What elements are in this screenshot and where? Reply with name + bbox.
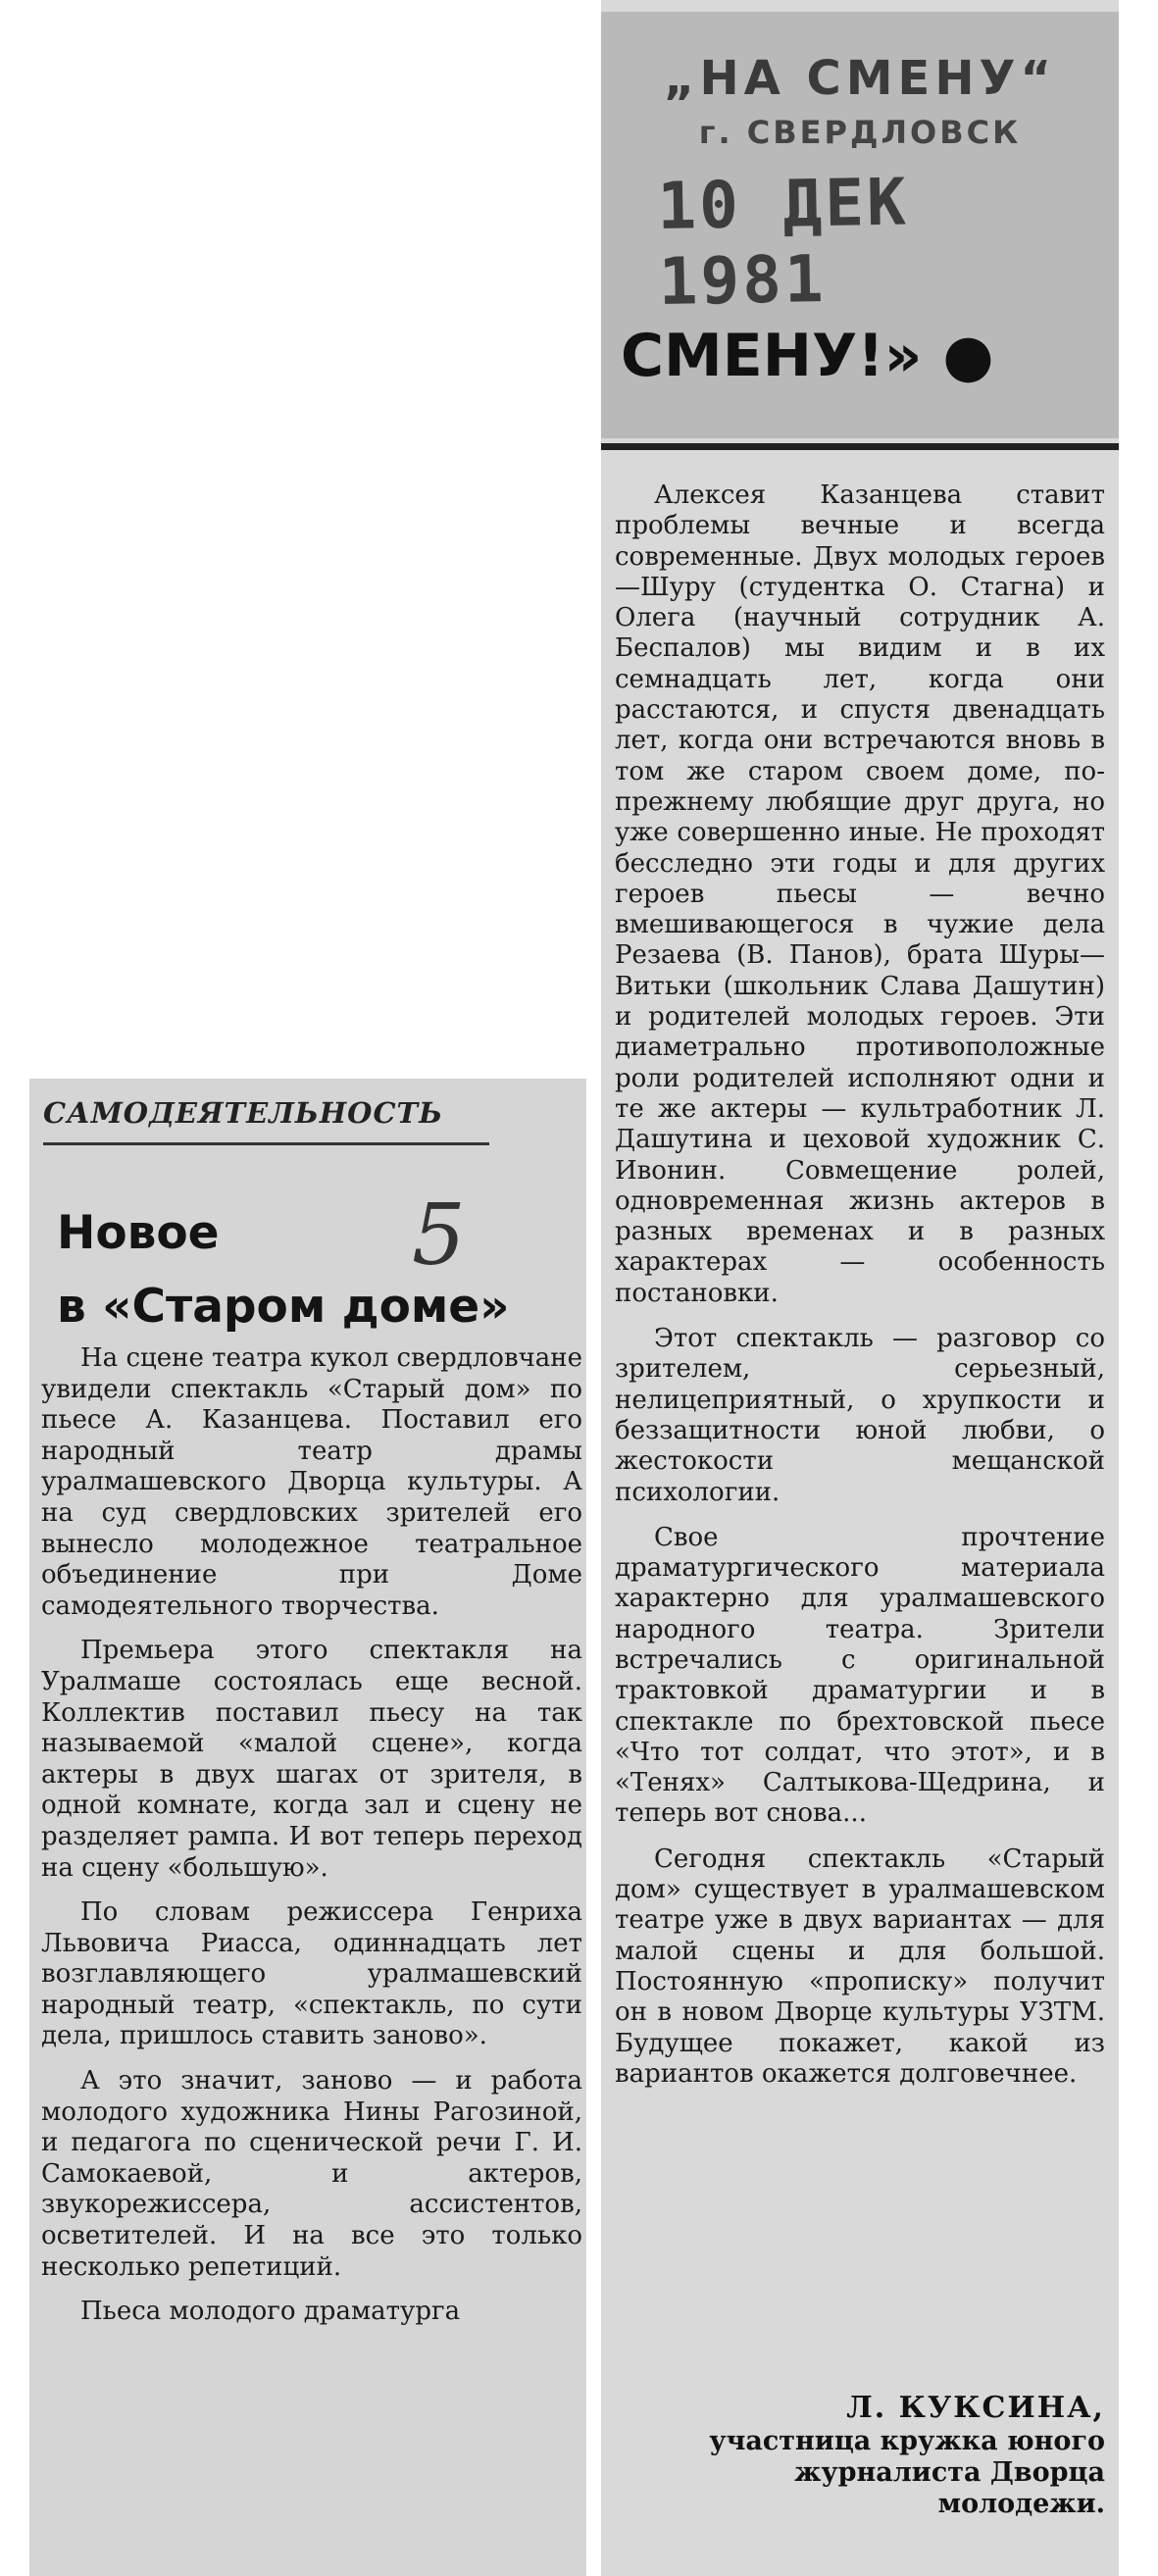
date-stamp: 10 ДЕК 1981 — [656, 164, 910, 320]
author-role: участница кружка юного — [709, 2426, 1105, 2456]
author-name: Л. КУКСИНА, — [846, 2391, 1105, 2425]
headline-line: Новое — [57, 1206, 220, 1260]
masthead-fragment — [621, 322, 1091, 390]
header-rule — [601, 443, 1119, 450]
paragraph: Алексея Казанцева ставит проблемы вечные и всегда современные. Двух молодых героев—Шуру (студентка О. Стагна) и Олега (научный сотрудник А. Беспалов) мы видим и в их семнадцать лет, когда они расстаются, и спустя двенадцать лет, когда они встречаются вновь в том же старом своем доме, по-прежнему любящие друг друга, но уже совершенно иные. Не проходят бесследно эти годы и для других героев пьесы — вечно вмешивающегося в чужие дела Резаева (В. Панов), брата Шуры—Витьки (школьник Слава Дашутин) и родителей молодых героев. Эти диаметрально противоположные роли родителей исполняют одни и те же актеры — культработник Л. Дашутина и цеховой художник С. Ивонин. Совмещение ролей, одновременная жизнь актеров в разных временах и в разных характерах — особенность постановки. — [615, 480, 1105, 1308]
paragraph: Этот спектакль — разговор со зрителем, серьезный, нелицеприятный, о хрупкости и беззащитности юной любви, о жестокости мещанской психологии. — [615, 1324, 1105, 1507]
paragraph: Сегодня спектакль «Старый дом» существует в уралмашевском театре уже в двух вариантах — для малой сцены и для большой. Постоянную «прописку» получит он в новом Дворце культуры УЗТМ. Будущее покажет, какой из вариантов окажется долговечнее. — [615, 1844, 1105, 2089]
paragraph: Премьера этого спектакля на Уралмаше состоялась еще весной. Коллектив поставил пьесу на так называемой «малой сцене», когда актеры в двух шагах от зрителя, в одной комнате, когда зал и сцену не разделяет рампа. И вот теперь переход на сцену «большую». — [41, 1636, 582, 1883]
author-signature — [615, 2393, 1105, 2520]
left-column-text — [41, 1343, 582, 2328]
author-role: журналиста Дворца — [794, 2457, 1105, 2488]
rubric-rule — [43, 1142, 489, 1145]
paragraph: По словам режиссера Генриха Львовича Риасса, одиннадцать лет возглавляющего уралмашевский народный театр, «спектакль, по сути дела, пришлось ставить заново». — [41, 1897, 582, 2051]
right-column-text — [615, 480, 1105, 2090]
article-headline — [57, 1196, 567, 1343]
headline-line: в «Старом доме» — [57, 1280, 510, 1334]
newspaper-name: „НА СМЕНУ“ — [663, 51, 1057, 106]
right-column-clipping — [601, 0, 1119, 2576]
paragraph: На сцене театра кукол свердловчане увидели спектакль «Старый дом» по пьесе А. Казанцева. Поставил его народный театр драмы уралмашевского Дворца культуры. А на суд свердловских зрителей его вынесло молодежное театральное объединение при Доме самодеятельного творчества. — [41, 1343, 582, 1621]
rubric-label: САМОДЕЯТЕЛЬНОСТЬ — [43, 1096, 444, 1130]
author-role: молодежи. — [937, 2489, 1105, 2519]
bullet-icon: ● — [922, 322, 994, 390]
left-column-clipping — [29, 1079, 586, 2576]
paragraph: Свое прочтение драматургического материала характерно для уралмашевского народного театра. Зрители встречались с оригинальной трактовкой драматургии и в спектакле по брехтовской пьесе «Что тот солдат, что этот», и в «Тенях» Салтыкова-Щедрина, и теперь вот снова... — [615, 1522, 1105, 1829]
paragraph: А это значит, заново — и работа молодого художника Нины Рагозиной, и педагога по сценической речи Г. И. Самокаевой, и актеров, звукорежиссера, ассистентов, осветителей. И на все это только несколько репетиций. — [41, 2066, 582, 2282]
newspaper-city: г. СВЕРДЛОВСК — [698, 114, 1022, 151]
masthead-text: СМЕНУ!» — [621, 322, 923, 390]
newspaper-header — [601, 12, 1119, 438]
paragraph: Пьеса молодого драматурга — [80, 2297, 461, 2327]
handwritten-page-number: 5 — [412, 1187, 466, 1285]
